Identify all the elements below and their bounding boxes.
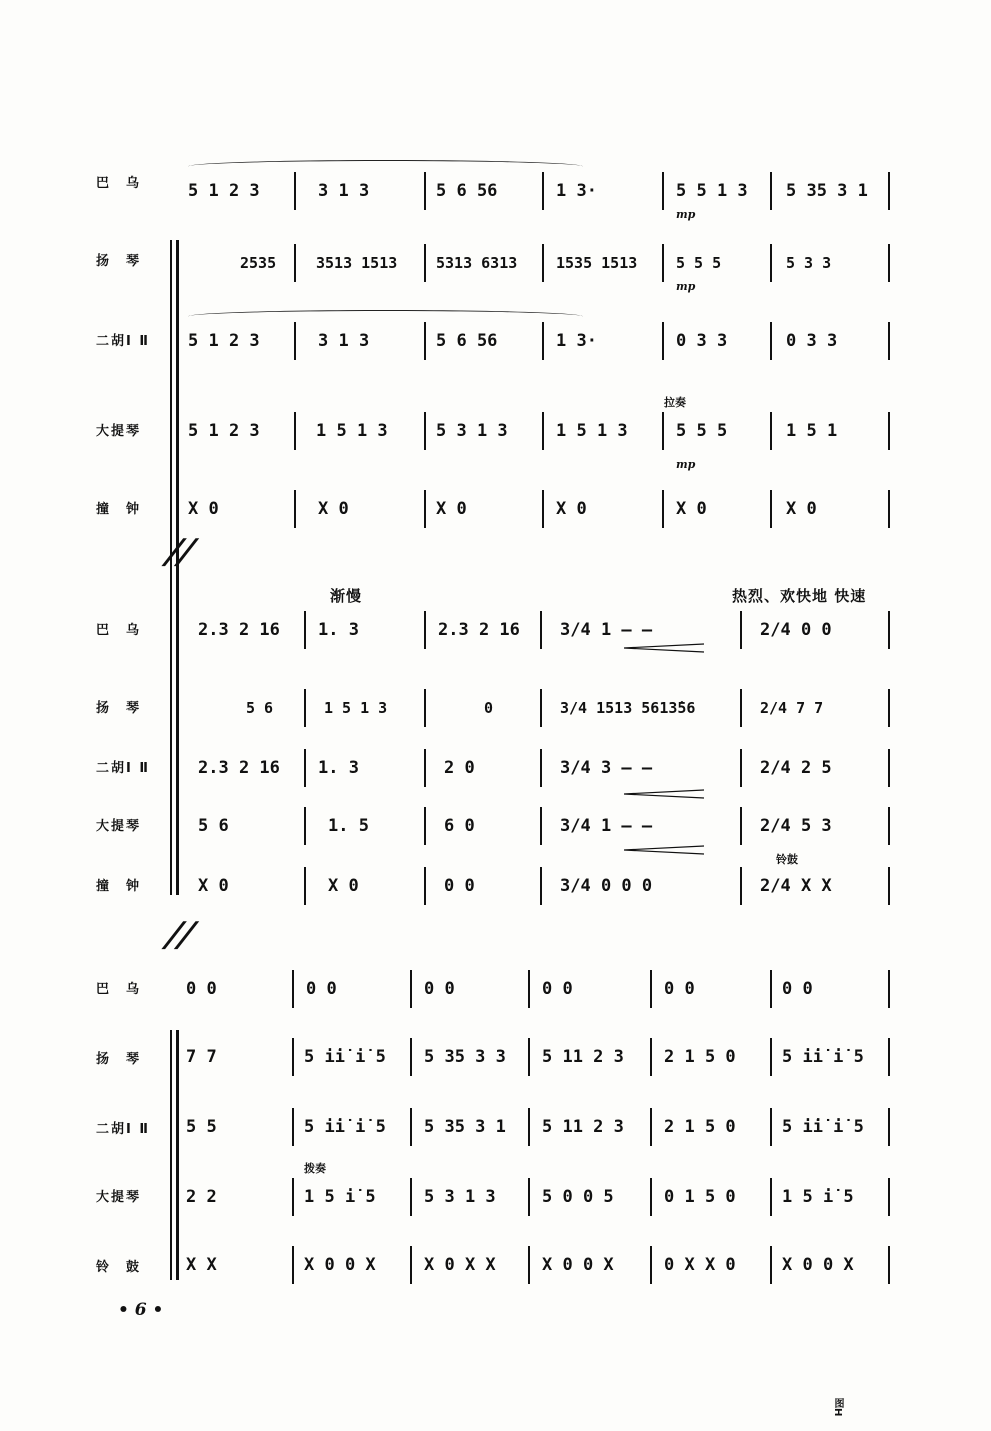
- measure: X 0 0 X: [782, 1255, 854, 1275]
- measure: 5 6: [246, 699, 274, 717]
- barline: [294, 490, 296, 528]
- measure: 5 1 2 3: [188, 421, 260, 441]
- instrument-label-bell: 撞 钟: [96, 879, 142, 894]
- barline: [770, 1038, 772, 1076]
- corner-mark: 图H: [832, 1398, 843, 1417]
- measure: 5313 6313: [436, 254, 518, 272]
- barline: [542, 172, 544, 210]
- barline: [888, 807, 890, 845]
- instrument-label-yangqin: 扬 琴: [96, 701, 142, 716]
- measure: 5 6 56: [436, 181, 498, 201]
- instrument-label-bawu: 巴 乌: [96, 623, 142, 638]
- measure: 5 3 1 3: [436, 421, 508, 441]
- staff-bawu: [0, 176, 991, 206]
- barline: [770, 1246, 772, 1284]
- staff-cello: [0, 1182, 991, 1212]
- staff-bawu: [0, 615, 991, 645]
- measure: 5 i̇i̇ i̇ 5: [782, 1117, 864, 1137]
- barline: [292, 1108, 294, 1146]
- measure: 2/4 5 3: [760, 816, 832, 836]
- measure: 1. 3: [318, 620, 359, 640]
- barline: [650, 1038, 652, 1076]
- instrument-label-cello: 大提琴: [96, 819, 142, 834]
- pizz-marking: 拉奏: [664, 396, 686, 409]
- measure: 0 0: [782, 979, 813, 999]
- measure: 2/4 7 7: [760, 699, 824, 717]
- measure: X 0 0 X: [304, 1255, 376, 1275]
- barline: [424, 689, 426, 727]
- barline: [662, 172, 664, 210]
- barline: [888, 490, 890, 528]
- barline: [540, 807, 542, 845]
- measure: 5 5: [186, 1117, 217, 1137]
- measure: 2 1 5 0: [664, 1047, 736, 1067]
- staff-erhu: [0, 326, 991, 356]
- system-break-mark: //: [158, 915, 203, 955]
- measure: 0 0: [542, 979, 573, 999]
- measure: 3/4 0 0 0: [560, 876, 653, 896]
- barline: [424, 322, 426, 360]
- dynamic-mp: mp: [676, 280, 696, 293]
- barline: [292, 970, 294, 1008]
- barline: [770, 1108, 772, 1146]
- phrase-slur: [188, 160, 583, 173]
- barline: [424, 244, 426, 282]
- measure: 3/4 1513 5613̇56: [560, 699, 696, 717]
- measure: X 0: [318, 499, 349, 519]
- staff-bell: [0, 871, 991, 901]
- measure: 1 5 1 3: [556, 421, 628, 441]
- barline: [292, 1038, 294, 1076]
- measure: 5 1 2 3: [188, 331, 260, 351]
- measure: 3/4 3 – –: [560, 758, 653, 778]
- barline: [292, 1246, 294, 1284]
- page-number: • 6 •: [118, 1300, 164, 1320]
- barline: [528, 1038, 530, 1076]
- staff-erhu: [0, 1112, 991, 1142]
- measure: 2/4 2 5: [760, 758, 832, 778]
- instrument-label-cello: 大提琴: [96, 1190, 142, 1205]
- barline: [410, 1246, 412, 1284]
- measure: 0 1 5 0: [664, 1187, 736, 1207]
- measure: 5 i̇i̇ i̇ 5: [782, 1047, 864, 1067]
- barline: [542, 412, 544, 450]
- measure: 0 3 3: [786, 331, 838, 351]
- measure: 5 5 1 3: [676, 181, 748, 201]
- measure: 5 5 5: [676, 421, 728, 441]
- measure: 5 3 1 3: [424, 1187, 496, 1207]
- barline: [650, 1178, 652, 1216]
- instrument-label-bawu: 巴 乌: [96, 176, 142, 191]
- phrase-slur: [188, 310, 583, 323]
- barline: [540, 611, 542, 649]
- decrescendo-hairpin: [624, 643, 704, 653]
- barline: [424, 807, 426, 845]
- barline: [888, 244, 890, 282]
- barline: [304, 867, 306, 905]
- measure: 5 35 3 1: [786, 181, 868, 201]
- measure: 3/4 1 – –: [560, 816, 653, 836]
- staff-bell: [0, 494, 991, 524]
- barline: [662, 412, 664, 450]
- measure: 0 0: [306, 979, 337, 999]
- barline: [888, 412, 890, 450]
- measure: 2/4 0 0: [760, 620, 832, 640]
- barline: [740, 867, 742, 905]
- barline: [888, 867, 890, 905]
- barline: [540, 749, 542, 787]
- pizz-marking: 拨奏: [304, 1162, 326, 1175]
- barline: [294, 322, 296, 360]
- barline: [770, 412, 772, 450]
- instrument-label-erhu: 二胡Ⅰ Ⅱ: [96, 761, 150, 776]
- staff-cello: [0, 811, 991, 841]
- measure: 2 2: [186, 1187, 217, 1207]
- measure: 2.3 2 16: [198, 758, 280, 778]
- measure: X 0: [328, 876, 359, 896]
- lingu-marking: 铃鼓: [776, 853, 798, 866]
- staff-erhu: [0, 753, 991, 783]
- barline: [770, 490, 772, 528]
- barline: [528, 970, 530, 1008]
- measure: 5 11 2 3: [542, 1117, 624, 1137]
- instrument-label-bell: 撞 钟: [96, 502, 142, 517]
- barline: [424, 172, 426, 210]
- staff-bawu: [0, 974, 991, 1004]
- measure: X 0: [436, 499, 467, 519]
- barline: [528, 1178, 530, 1216]
- barline: [542, 322, 544, 360]
- tempo-marking-fast: 热烈、欢快地 快速: [732, 587, 867, 605]
- instrument-label-erhu: 二胡Ⅰ Ⅱ: [96, 334, 150, 349]
- barline: [528, 1246, 530, 1284]
- barline: [770, 1178, 772, 1216]
- barline: [888, 1108, 890, 1146]
- staff-cello: [0, 416, 991, 446]
- measure: 5 i̇i̇ i̇ 5: [304, 1117, 386, 1137]
- barline: [888, 322, 890, 360]
- barline: [662, 322, 664, 360]
- measure: 5 11 2 3: [542, 1047, 624, 1067]
- dynamic-mp: mp: [676, 458, 696, 471]
- barline: [528, 1108, 530, 1146]
- staff-yangqin: [0, 1042, 991, 1072]
- instrument-label-yangqin: 扬 琴: [96, 254, 142, 269]
- barline: [294, 412, 296, 450]
- staff-yangqin: [0, 248, 991, 278]
- barline: [888, 1038, 890, 1076]
- barline: [650, 1246, 652, 1284]
- barline: [410, 970, 412, 1008]
- decrescendo-hairpin: [624, 789, 704, 799]
- barline: [294, 172, 296, 210]
- system-break-mark: //: [158, 532, 203, 572]
- dynamic-mp: mp: [676, 208, 696, 221]
- barline: [770, 970, 772, 1008]
- measure: 0 0: [664, 979, 695, 999]
- barline: [542, 490, 544, 528]
- barline: [292, 1178, 294, 1216]
- barline: [888, 611, 890, 649]
- barline: [294, 244, 296, 282]
- barline: [410, 1038, 412, 1076]
- measure: X 0 0 X: [542, 1255, 614, 1275]
- barline: [304, 807, 306, 845]
- barline: [888, 1178, 890, 1216]
- measure: 3 1 3: [318, 181, 370, 201]
- measure: X 0: [188, 499, 219, 519]
- barline: [740, 807, 742, 845]
- barline: [424, 490, 426, 528]
- barline: [540, 867, 542, 905]
- measure: 2 1 5 0: [664, 1117, 736, 1137]
- measure: X X: [186, 1255, 217, 1275]
- measure: 1 5 i̇ 5: [782, 1187, 854, 1207]
- measure: 5 6 56: [436, 331, 498, 351]
- measure: 2/4 X X: [760, 876, 832, 896]
- measure: X 0: [676, 499, 707, 519]
- measure: 1 5 1: [786, 421, 838, 441]
- barline: [740, 611, 742, 649]
- instrument-label-cello: 大提琴: [96, 424, 142, 439]
- measure: X 0: [198, 876, 229, 896]
- measure: 2535: [240, 254, 277, 272]
- measure: 5 35 3 1: [424, 1117, 506, 1137]
- barline: [770, 244, 772, 282]
- barline: [662, 490, 664, 528]
- barline: [888, 172, 890, 210]
- barline: [304, 749, 306, 787]
- measure: 1 5 1 3: [324, 699, 388, 717]
- barline: [650, 970, 652, 1008]
- tempo-marking-ritardando: 渐慢: [330, 587, 363, 605]
- measure: 5 35 3 3: [424, 1047, 506, 1067]
- measure: 3 1 3: [318, 331, 370, 351]
- measure: 5 3 3: [786, 254, 832, 272]
- measure: 7 7: [186, 1047, 217, 1067]
- barline: [770, 322, 772, 360]
- measure: 2.3 2 16: [438, 620, 520, 640]
- measure: 0 X X 0: [664, 1255, 736, 1275]
- barline: [424, 611, 426, 649]
- measure: 5 i̇i̇ i̇ 5: [304, 1047, 386, 1067]
- barline: [888, 689, 890, 727]
- measure: 0 0: [186, 979, 217, 999]
- barline: [542, 244, 544, 282]
- measure: 1. 3: [318, 758, 359, 778]
- measure: 5 0 0 5: [542, 1187, 614, 1207]
- barline: [740, 689, 742, 727]
- staff-lingu: [0, 1250, 991, 1280]
- measure: 0 0: [424, 979, 455, 999]
- barline: [304, 611, 306, 649]
- measure: X 0 X X: [424, 1255, 496, 1275]
- barline: [410, 1178, 412, 1216]
- measure: 2 0: [444, 758, 475, 778]
- measure: X 0: [786, 499, 817, 519]
- barline: [740, 749, 742, 787]
- barline: [304, 689, 306, 727]
- staff-yangqin: [0, 693, 991, 723]
- measure: 0 0: [444, 876, 475, 896]
- instrument-label-lingu: 铃 鼓: [96, 1260, 142, 1275]
- measure: 1 3·: [556, 331, 597, 351]
- barline: [650, 1108, 652, 1146]
- instrument-label-yangqin: 扬 琴: [96, 1052, 142, 1067]
- measure: 1 5 i̇ 5: [304, 1187, 376, 1207]
- measure: 1. 5: [328, 816, 369, 836]
- measure: 0 3 3: [676, 331, 728, 351]
- measure: 0: [484, 699, 494, 717]
- measure: 3/4 1 – –: [560, 620, 653, 640]
- instrument-label-erhu: 二胡Ⅰ Ⅱ: [96, 1122, 150, 1137]
- measure: 1 5 1 3: [316, 421, 388, 441]
- barline: [770, 172, 772, 210]
- barline: [888, 1246, 890, 1284]
- measure: 5 1 2 3: [188, 181, 260, 201]
- measure: 5 6: [198, 816, 229, 836]
- measure: X 0: [556, 499, 587, 519]
- barline: [410, 1108, 412, 1146]
- instrument-label-bawu: 巴 乌: [96, 982, 142, 997]
- barline: [540, 689, 542, 727]
- barline: [424, 412, 426, 450]
- measure: 3513 1513: [316, 254, 398, 272]
- barline: [888, 749, 890, 787]
- measure: 2.3 2 16: [198, 620, 280, 640]
- measure: 6 0: [444, 816, 475, 836]
- barline: [662, 244, 664, 282]
- barline: [424, 867, 426, 905]
- barline: [888, 970, 890, 1008]
- measure: 1 3·: [556, 181, 597, 201]
- barline: [424, 749, 426, 787]
- measure: 5 5 5: [676, 254, 722, 272]
- measure: 1535 1513: [556, 254, 638, 272]
- decrescendo-hairpin: [624, 845, 704, 855]
